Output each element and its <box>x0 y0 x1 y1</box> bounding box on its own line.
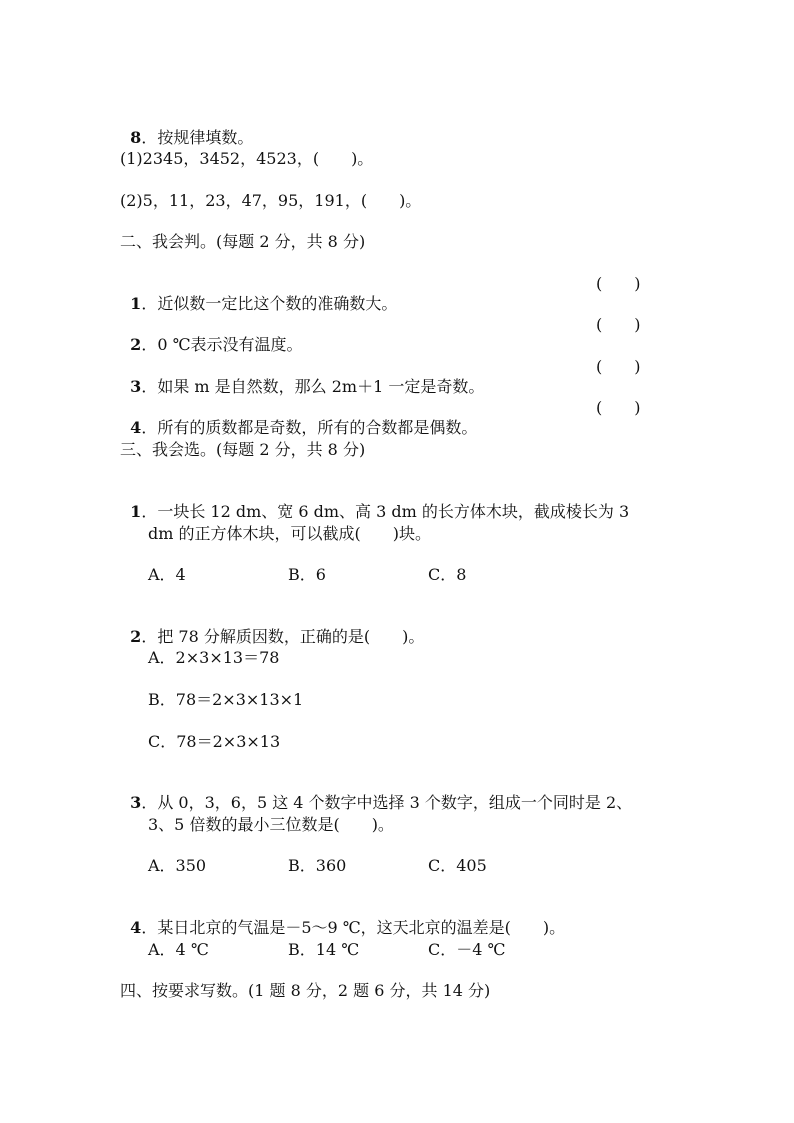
choice-question-4 <box>120 898 565 938</box>
section-2-title: 二、我会判。(每题 2 分，共 8 分) <box>120 232 366 251</box>
judge-item-2 <box>120 315 302 355</box>
choice-question-3-line-2: 3、5 倍数的最小三位数是( )。 <box>148 815 394 834</box>
question-text: ．0 ℃表示没有温度。 <box>141 335 303 354</box>
option-c[interactable]: C．405 <box>428 856 487 875</box>
question-8-part-2: (2)5，11，23，47，95，191，( )。 <box>120 191 422 210</box>
section-4-title: 四、按要求写数。(1 题 8 分，2 题 6 分，共 14 分) <box>120 981 491 1000</box>
question-number: 3 <box>130 793 142 812</box>
option-c[interactable]: C．78＝2×3×13 <box>148 732 281 751</box>
option-b[interactable]: B．14 ℃ <box>288 940 360 959</box>
choice-question-3 <box>120 773 632 813</box>
question-8-part-1: (1)2345，3452，4523，( )。 <box>120 149 374 168</box>
judge-item-4 <box>120 398 477 438</box>
judge-item-1 <box>120 274 397 314</box>
option-a[interactable]: A．2×3×13＝78 <box>148 648 280 667</box>
judge-item-3 <box>120 357 484 397</box>
option-b[interactable]: B．78＝2×3×13×1 <box>148 690 304 709</box>
question-text: ．按规律填数。 <box>141 128 254 147</box>
section-3-title: 三、我会选。(每题 2 分，共 8 分) <box>120 440 366 459</box>
answer-bracket[interactable]: ( ) <box>596 315 641 334</box>
answer-bracket[interactable]: ( ) <box>596 398 641 417</box>
option-b[interactable]: B．360 <box>288 856 347 875</box>
question-text: ．一块长 12 dm、宽 6 dm、高 3 dm 的长方体木块，截成棱长为 3 <box>141 502 630 521</box>
question-number: 1 <box>130 294 142 313</box>
option-c[interactable]: C．－4 ℃ <box>428 940 506 959</box>
question-text: ．某日北京的气温是－5～9 ℃，这天北京的温差是( )。 <box>141 918 566 937</box>
option-a[interactable]: A．350 <box>148 856 207 875</box>
question-text: ．所有的质数都是奇数，所有的合数都是偶数。 <box>141 418 478 437</box>
option-c[interactable]: C．8 <box>428 565 467 584</box>
answer-bracket[interactable]: ( ) <box>596 274 641 293</box>
question-number: 2 <box>130 627 142 646</box>
question-number: 4 <box>130 418 142 437</box>
question-number: 4 <box>130 918 142 937</box>
question-number: 2 <box>130 335 142 354</box>
option-a[interactable]: A．4 <box>148 565 186 584</box>
choice-question-1 <box>120 482 629 522</box>
option-b[interactable]: B．6 <box>288 565 326 584</box>
question-text: ．把 78 分解质因数，正确的是( )。 <box>141 627 425 646</box>
question-8 <box>120 108 253 148</box>
question-text: ．如果 m 是自然数，那么 2m＋1 一定是奇数。 <box>141 377 485 396</box>
choice-question-2 <box>120 607 424 647</box>
question-text: ．近似数一定比这个数的准确数大。 <box>141 294 398 313</box>
question-number: 3 <box>130 377 142 396</box>
choice-question-1-line-2: dm 的正方体木块，可以截成( )块。 <box>148 524 431 543</box>
question-number: 1 <box>130 502 142 521</box>
question-text: ．从 0，3，6，5 这 4 个数字中选择 3 个数字，组成一个同时是 2、 <box>141 793 633 812</box>
question-number: 8 <box>130 128 142 147</box>
answer-bracket[interactable]: ( ) <box>596 357 641 376</box>
option-a[interactable]: A．4 ℃ <box>148 940 209 959</box>
